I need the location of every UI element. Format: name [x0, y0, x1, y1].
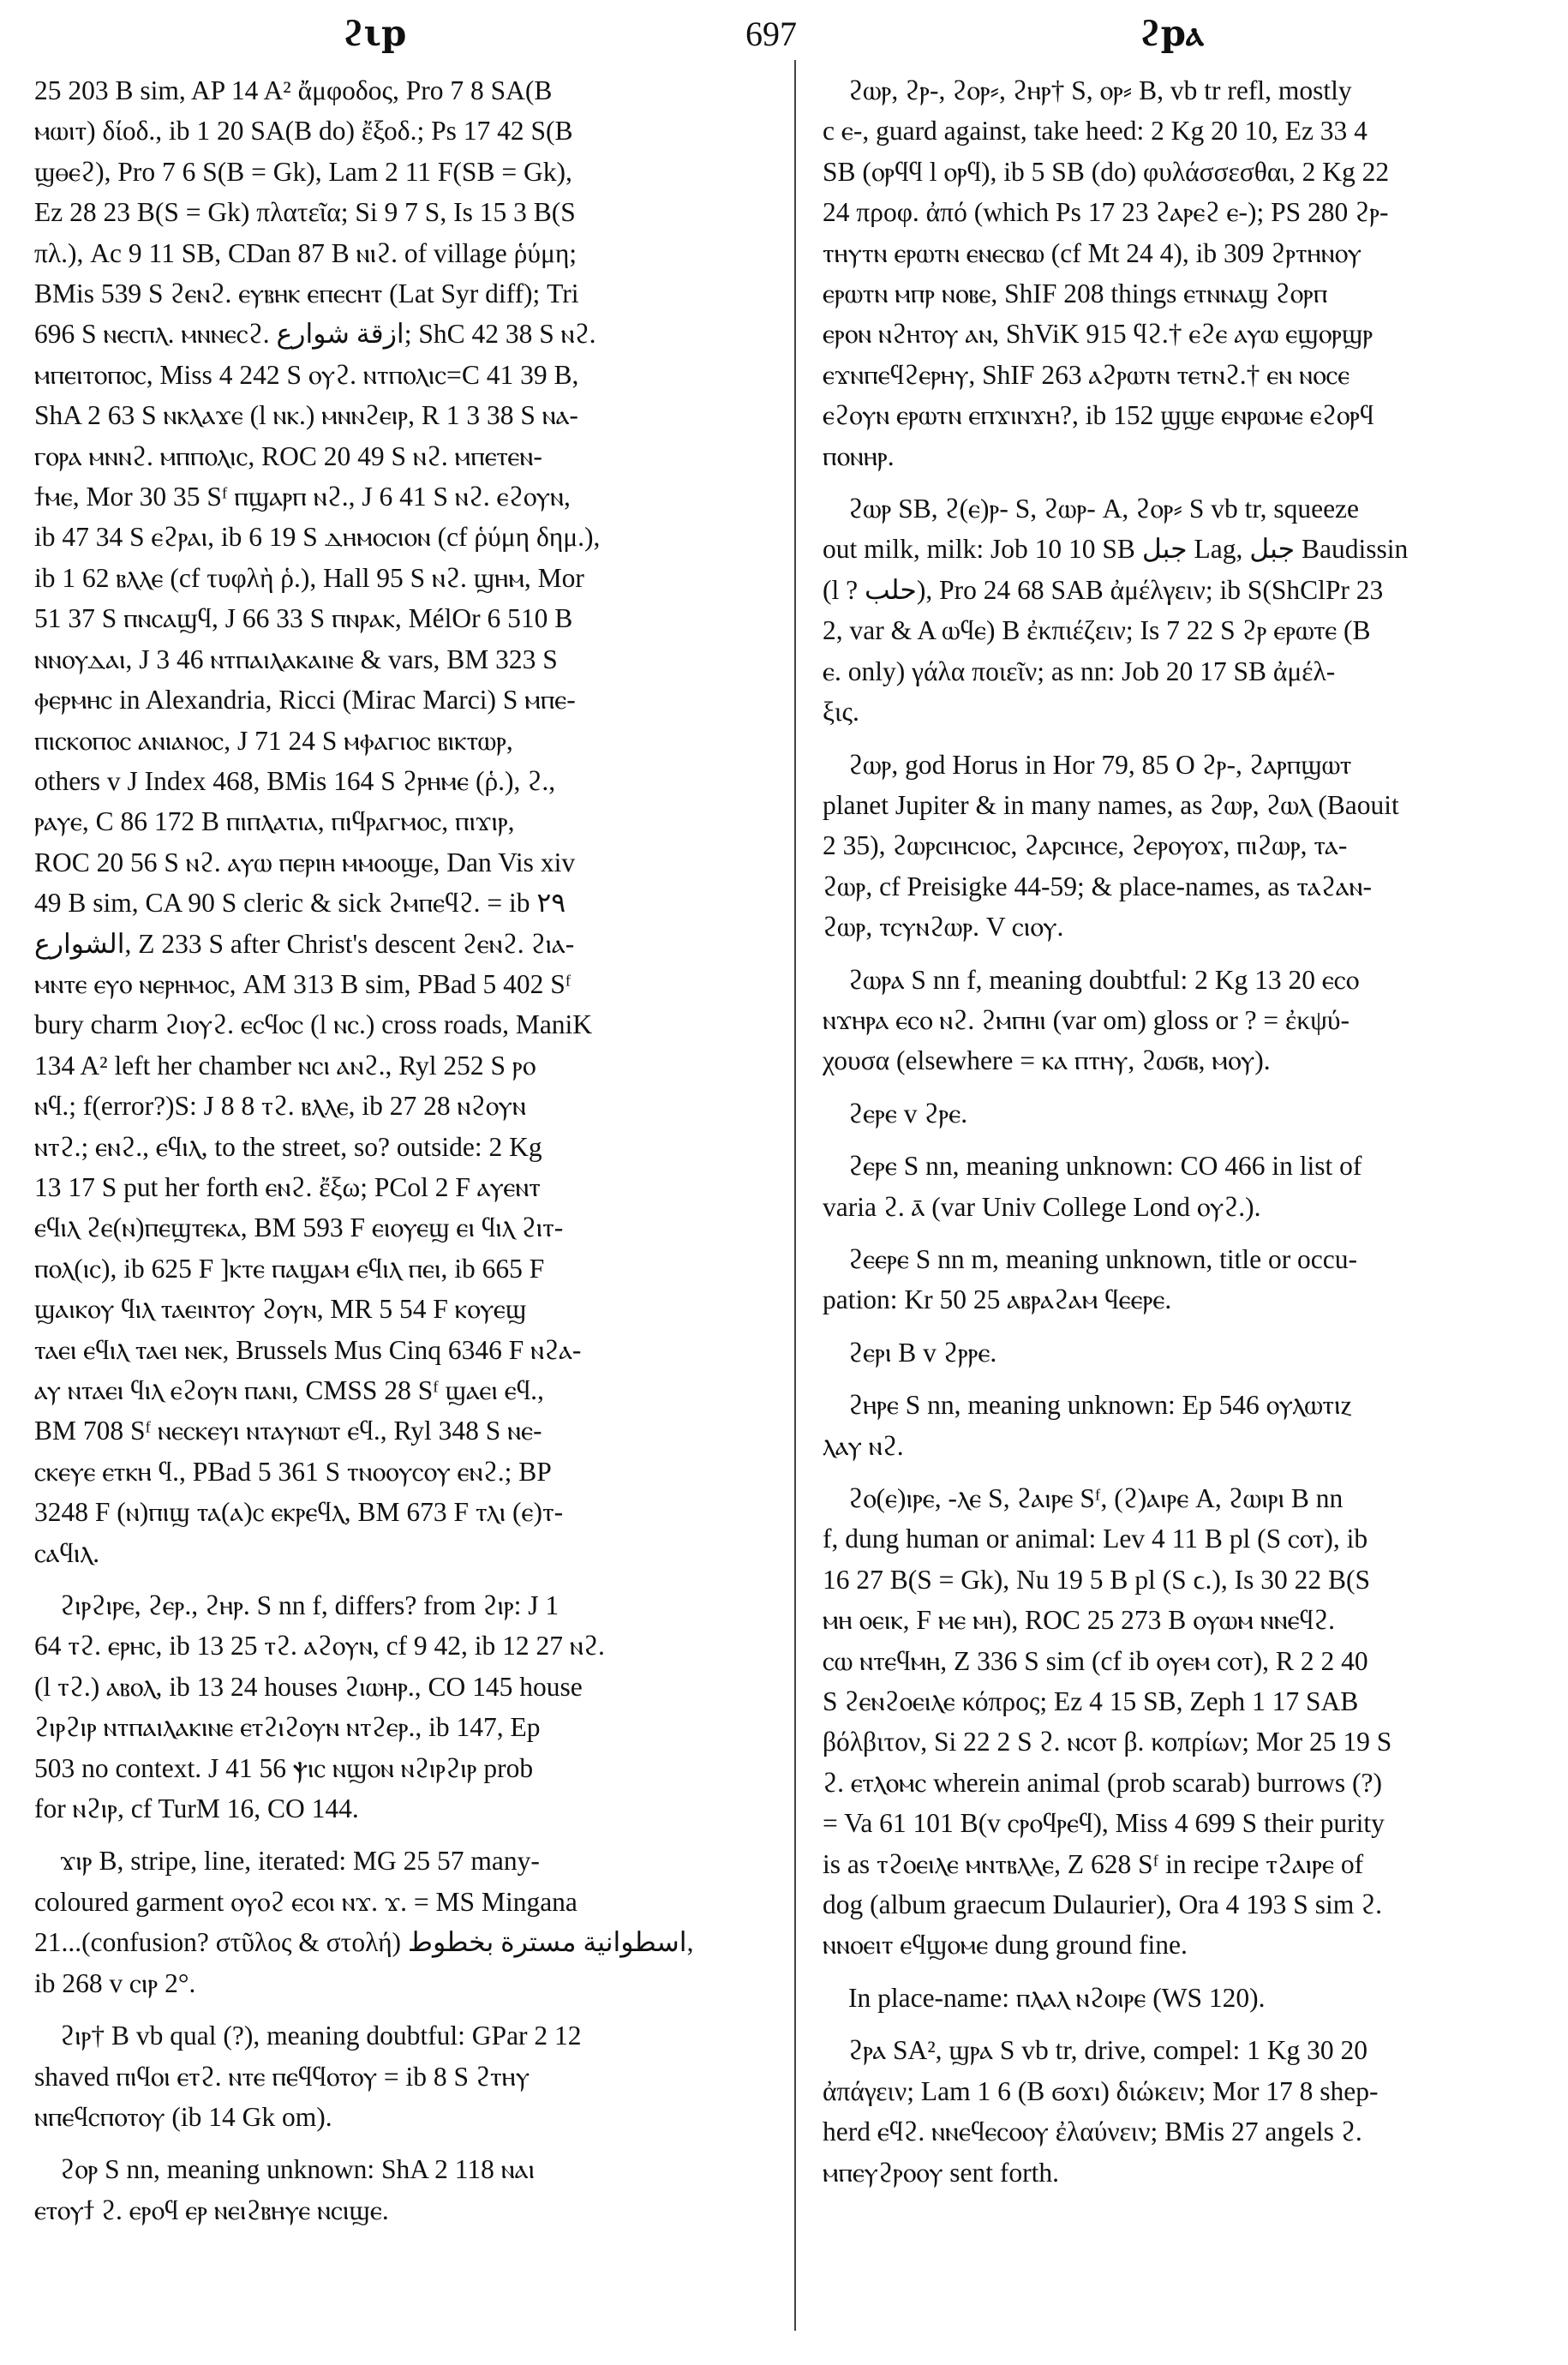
entry-line: ⲡⲟⲗ(ⲓⲥ), ib 625 F ]ⲕⲧⲉ ⲡⲁϣⲁⲙ ⲉϥⲓⲗ ⲡⲉⲓ, ib 665 F: [34, 1253, 545, 1284]
entry-line: ⲛⲡⲉϥⲥⲡⲟⲧⲟⲩ (ib 14 Gk om).: [34, 2101, 332, 2132]
entry-line: ⲥⲕⲉⲩⲉ ⲉⲧⲕⲏ ϥ., PBad 5 361 S ⲧⲛⲟⲟⲩⲥⲟⲩ ⲉⲛϩ.; BP: [34, 1456, 552, 1487]
entry-line: 2, var & A ⲱϥⲉ) B ἐκπιέζειν; Is 7 22 S ϩⲣ ⲉⲣⲱⲧⲉ (B: [823, 615, 1371, 646]
entry-line: ROC 20 56 S ⲛϩ. ⲁⲩⲱ ⲡⲉⲣⲓⲏ ⲙⲙⲟⲟϣⲉ, Dan Vis xiv: [34, 847, 576, 877]
entry-line: ib 1 62 ⲃⲗⲗⲉ (cf τυφλὴ ῥ.), Hall 95 S ⲛϩ. ϣⲏⲙ, Mor: [34, 562, 584, 593]
entry-line: 51 37 S ⲡⲛⲥⲁϣϥ, J 66 33 S ⲡⲛⲣⲁⲕ, MélOr 6 510 B: [34, 603, 573, 634]
entry-line: ⲉϫⲛⲡⲉϥϩⲉⲣⲏⲩ, ShIF 263 ⲁϩⲣⲱⲧⲛ ⲧⲉⲧⲛϩ.† ⲉⲛ ⲛⲟⲥⲉ: [823, 359, 1350, 390]
entry-line: ⲡⲟⲛⲏⲣ.: [823, 440, 895, 471]
entry-line: (l ⲧϩ.) ⲁⲃⲟⲗ, ib 13 24 houses ϩⲓⲱⲏⲣ., CO 145 house: [34, 1671, 583, 1702]
entry-line: 25 203 B sim, AP 14 A² ἄμφοδος, Pro 7 8 SA(B: [34, 75, 553, 105]
entry-line: ξις.: [823, 697, 859, 727]
entry-line: ϩⲱⲣ SB, ϩ(ⲉ)ⲣ- S, ϩⲱⲣ- A, ϩⲟⲣ⸗ S vb tr, squeeze: [848, 494, 1360, 524]
entry-line: ⲛⲛⲟⲉⲓⲧ ⲉϥϣⲟⲙⲉ dung ground fine.: [823, 1930, 1188, 1961]
entry-line: 503 no context. J 41 56 ⲯⲓⲥ ⲛϣⲟⲛ ⲛϩⲓⲣϩⲓⲣ prob: [34, 1752, 534, 1783]
dictionary-entry-hor_squeeze: [823, 488, 1547, 732]
entry-line: ϩⲱⲣ, ϩⲣ-, ϩⲟⲣ⸗, ϩⲏⲣ† S, ⲟⲣ⸗ B, vb tr refl, mostly: [848, 75, 1352, 105]
entry-line: ⲉϩⲟⲩⲛ ⲉⲣⲱⲧⲛ ⲉⲡϫⲓⲛϫⲏ?, ib 152 ϣϣⲉ ⲉⲛⲣⲱⲙⲉ ⲉϩⲟⲣϥ: [823, 400, 1374, 431]
right-column: [823, 70, 1547, 2193]
entry-line: ⲗⲁⲩ ⲛϩ.: [823, 1430, 904, 1461]
dictionary-entry-cont: [34, 70, 771, 1573]
entry-line: ϩⲓⲣ† B vb qual (?), meaning doubtful: GPar 2 12: [60, 2021, 582, 2051]
dictionary-entry-hor_horus: [823, 745, 1547, 948]
entry-line: ϯⲙⲉ, Mor 30 35 Sᶠ ⲡϣⲁⲣⲡ ⲛϩ., J 6 41 S ⲛϩ. ⲉϩⲟⲩⲛ,: [34, 482, 571, 512]
dictionary-entry-hor_nn: [34, 2149, 771, 2230]
dictionary-entry-here_nn: [823, 1146, 1547, 1227]
running-header: [0, 12, 1568, 63]
entry-line: ϩⲟⲣ S nn, meaning unknown: ShA 2 118 ⲛⲁⲓ: [60, 2154, 535, 2185]
entry-line: ⲙⲡⲉⲓⲧⲟⲡⲟⲥ, Miss 4 242 S ⲟⲩϩ. ⲛⲧⲡⲟⲗⲓⲥ=C 41 39 B,: [34, 359, 579, 390]
entry-line: ϩⲏⲣⲉ S nn, meaning unknown: Ep 546 ⲟⲩⲗⲱⲧⲓⲍ: [848, 1390, 1352, 1421]
dictionary-entry-hirhire: [34, 1585, 771, 1829]
entry-line: ⲛⲧϩ.; ⲉⲛϩ., ⲉϥⲓⲗ, to the street, so? outside: 2 Kg: [34, 1131, 542, 1162]
dictionary-entry-hir_vb: [34, 2015, 771, 2137]
entry-line: ⲁⲩ ⲛⲧⲁⲉⲓ ϥⲓⲗ ⲉϩⲟⲩⲛ ⲡⲁⲛⲓ, CMSS 28 Sᶠ ϣⲁⲉⲓ ⲉϥ.,: [34, 1375, 544, 1405]
dictionary-entry-hoire: [823, 1478, 1547, 1966]
entry-line: ϣⲁⲓⲕⲟⲩ ϥⲓⲗ ⲧⲁⲉⲓⲛⲧⲟⲩ ϩⲟⲩⲛ, MR 5 54 F ⲕⲟⲩⲉϣ: [34, 1294, 527, 1325]
entry-line: πλ.), Ac 9 11 SB, CDan 87 B ⲛⲓϩ. of village ῥύμη;: [34, 237, 578, 268]
entry-line: In place-name: ⲡⲗⲁⲗ ⲛϩⲟⲓⲣⲉ (WS 120).: [848, 1982, 1266, 2013]
entry-line: f, dung human or animal: Lev 4 11 B pl (S ⲥⲟⲧ), ib: [823, 1524, 1368, 1554]
entry-line: BMis 539 S ϩⲉⲛϩ. ⲉⲩⲃⲏⲕ ⲉⲡⲉⲥⲏⲧ (Lat Syr diff); Tri: [34, 278, 579, 309]
entry-line: ⲙⲱⲓⲧ) δίοδ., ib 1 20 SA(B do) ἔξοδ.; Ps 17 42 S(B: [34, 116, 573, 147]
dictionary-entry-xir: [34, 1841, 771, 2003]
dictionary-entry-heri: [823, 1332, 1547, 1373]
entry-line: planet Jupiter & in many names, as ϩⲱⲣ, ϩⲱⲗ (Baouit: [823, 789, 1399, 820]
entry-line: βόλβιτον, Si 22 2 S ϩ. ⲛⲥⲟⲧ β. κοπρίων; Mor 25 19 S: [823, 1727, 1392, 1757]
entry-line: ⲛϫⲏⲣⲁ ⲉⲥⲟ ⲛϩ. ϩⲙⲡⲏⲓ (var om) gloss or ? = ἐκψύ-: [823, 1004, 1350, 1035]
entry-line: 2 35), ϩⲱⲣⲥⲓⲏⲥⲓⲟⲥ, ϩⲁⲣⲥⲓⲏⲥⲉ, ϩⲉⲣⲟⲩⲟϫ, ⲡⲓϩⲱⲣ, ⲧⲁ-: [823, 830, 1348, 861]
entry-line: c ⲉ-, guard against, take heed: 2 Kg 20 10, Ez 33 4: [823, 116, 1368, 147]
entry-line: ⲣⲁⲩⲉ, C 86 172 B ⲡⲓⲡⲗⲁⲧⲓⲁ, ⲡⲓϥⲣⲁⲅⲙⲟⲥ, ⲡⲓϫⲓⲣ,: [34, 806, 515, 837]
entry-line: 49 B sim, CA 90 S cleric & sick ϩⲙⲡⲉϥϩ. = ib ٢٩: [34, 888, 566, 919]
entry-line: ⲛⲛⲟⲩⲇⲁⲓ, J 3 46 ⲛⲧⲡⲁⲓⲗⲁⲕⲁⲓⲛⲉ & vars, BM 323 S: [34, 644, 558, 674]
entry-line: for ⲛϩⲓⲣ, cf TurM 16, CO 144.: [34, 1793, 359, 1824]
entry-line: ⲉⲣⲟⲛ ⲛϩⲏⲧⲟⲩ ⲁⲛ, ShViK 915 ϥϩ.† ⲉϩⲉ ⲁⲩⲱ ⲉϣⲟⲣϣⲣ: [823, 319, 1373, 350]
entry-line: ϩⲉⲉⲣⲉ S nn m, meaning unknown, title or occu-: [848, 1243, 1358, 1274]
entry-line: shaved ⲡⲓϥⲟⲓ ⲉⲧϩ. ⲛⲧⲉ ⲡⲉϥϥⲟⲧⲟⲩ = ib 8 S ϩⲧⲏⲩ: [34, 2061, 530, 2092]
entry-line: ϩⲱⲣ, god Horus in Hor 79, 85 O ϩⲣ-, ϩⲁⲣⲡϣⲱⲧ: [848, 749, 1352, 780]
entry-line: ⲙⲡⲉⲩϩⲣⲟⲟⲩ sent forth.: [823, 2157, 1060, 2188]
entry-line: 64 ⲧϩ. ⲉⲣⲏⲥ, ib 13 25 ⲧϩ. ⲁϩⲟⲩⲛ, cf 9 42, ib 12 27 ⲛϩ.: [34, 1631, 605, 1661]
entry-line: ϩⲓⲣϩⲓⲣ ⲛⲧⲡⲁⲓⲗⲁⲕⲓⲛⲉ ⲉⲧϩⲓϩⲟⲩⲛ ⲛⲧϩⲉⲣ., ib 147, Ep: [34, 1712, 541, 1743]
entry-line: ShA 2 63 S ⲛⲕⲗⲁϫⲉ (l ⲛⲕ.) ⲙⲛⲛϩⲉⲓⲣ, R 1 3 38 S ⲛⲁ-: [34, 400, 578, 431]
entry-line: 134 A² left her chamber ⲛⲥⲓ ⲁⲛϩ., Ryl 252 S ⲣⲟ: [34, 1050, 536, 1081]
dictionary-entry-hra: [823, 2030, 1547, 2193]
entry-line: ϩⲓⲣϩⲓⲣⲉ, ϩⲉⲣ., ϩⲏⲣ. S nn f, differs? from ϩⲓⲣ: J 1: [60, 1590, 560, 1621]
entry-line: ⲉⲧⲟⲩϯ ϩ. ⲉⲣⲟϥ ⲉⲣ ⲛⲉⲓϩⲃⲏⲩⲉ ⲛⲥⲓϣⲉ.: [34, 2194, 389, 2225]
entry-line: χουσα (elsewhere = ⲕⲁ ⲡⲧⲏⲩ, ϩⲱϭⲃ, ⲙⲟⲩ).: [823, 1045, 1271, 1076]
entry-line: ϫⲓⲣ B, stripe, line, iterated: MG 25 57 many-: [60, 1846, 540, 1877]
entry-line: SB (ⲟⲣϥϥ l ⲟⲣϥ), ib 5 SB (do) φυλάσσεσθαι, 2 Kg 22: [823, 156, 1390, 187]
entry-line: 16 27 B(S = Gk), Nu 19 5 B pl (S ϲ.), Is 30 22 B(S: [823, 1564, 1371, 1595]
entry-line: 13 17 S put her forth ⲉⲛϩ. ἔξω; PCol 2 F ⲁⲩⲉⲛⲧ: [34, 1171, 541, 1202]
dictionary-entry-heere: [823, 1239, 1547, 1320]
entry-line: pation: Kr 50 25 ⲁⲃⲣⲁϩⲁⲙ ϥⲉⲉⲣⲉ.: [823, 1284, 1172, 1315]
entry-line: ⲙⲏ ⲟⲉⲓⲕ, F ⲙⲉ ⲙⲏ), ROC 25 273 B ⲟⲩⲱⲙ ⲛⲛⲉϥϩ.: [823, 1605, 1336, 1636]
entry-line: ⲡⲓⲥⲕⲟⲡⲟⲥ ⲁⲛⲓⲁⲛⲟⲥ, J 71 24 S ⲙⲫⲁⲅⲓⲟⲥ ⲃⲓⲕⲧⲱⲣ,: [34, 725, 513, 756]
entry-line: ϩⲱⲣ, ⲧⲥⲩⲛϩⲱⲣ. V ⲥⲓⲟⲩ.: [823, 912, 1064, 943]
left-column: [34, 70, 771, 2230]
page-number: 697: [745, 15, 797, 53]
entry-line: ϩⲣⲁ SA², ϣⲣⲁ S vb tr, drive, compel: 1 Kg 30 20: [848, 2035, 1368, 2066]
entry-line: S ϩⲉⲛϩⲟⲉⲓⲗⲉ κόπρος; Ez 4 15 SB, Zeph 1 17 SAB: [823, 1686, 1359, 1717]
entry-line: ⲉϥⲓⲗ ϩⲉ(ⲛ)ⲡⲉϣⲧⲉⲕⲁ, BM 593 F ⲉⲓⲟⲩⲉϣ ⲉⲓ ϥⲓⲗ ϩⲓⲧ-: [34, 1212, 564, 1243]
header-right-guideword: ϩpⲁ: [1140, 12, 1204, 54]
entry-line: dog (album graecum Dulaurier), Ora 4 193 S sim ϩ.: [823, 1889, 1383, 1920]
entry-line: ⲧⲁⲉⲓ ⲉϥⲓⲗ ⲧⲁⲉⲓ ⲛⲉⲕ, Brussels Mus Cinq 6346 F ⲛϩⲁ-: [34, 1334, 582, 1365]
column-divider: [794, 60, 796, 2331]
entry-line: ⲥⲱ ⲛⲧⲉϥⲙⲏ, Z 336 S sim (cf ib ⲟⲩⲉⲙ ⲥⲟⲧ), R 2 2 40: [823, 1645, 1368, 1676]
entry-line: out milk, milk: Job 10 10 SB جبل Lag, جبل Baudissin: [823, 534, 1409, 565]
dictionary-entry-hoire_place: [823, 1978, 1547, 2018]
entry-line: (l ? حلب), Pro 24 68 SAB ἀμέλγειν; ib S(ShClPr 23: [823, 574, 1384, 605]
entry-line: ⲥⲁϥⲓⲗ.: [34, 1537, 100, 1568]
entry-line: ϩⲉⲣⲓ B v ϩⲣⲣⲉ.: [848, 1337, 997, 1368]
entry-line: ϩ. ⲉⲧⲗⲟⲙⲥ wherein animal (prob scarab) burrows (?): [823, 1767, 1383, 1798]
entry-line: الشوارع, Z 233 S after Christ's descent ϩⲉⲛϩ. ϩⲓⲁ-: [34, 928, 575, 959]
entry-line: ϩⲱⲣⲁ S nn f, meaning doubtful: 2 Kg 13 20 ⲉⲥⲟ: [848, 964, 1360, 995]
entry-line: is as ⲧϩⲟⲉⲓⲗⲉ ⲙⲛⲧⲃⲗⲗⲉ, Z 628 Sᶠ in recipe ⲧϩⲁⲓⲣⲉ of: [823, 1848, 1364, 1879]
entry-line: ib 268 v ⲥⲓⲣ 2°.: [34, 1967, 196, 1998]
entry-line: = Va 61 101 B(v ⲥⲣⲟϥⲣⲉϥ), Miss 4 699 S their purity: [823, 1808, 1385, 1839]
entry-line: BM 708 Sᶠ ⲛⲉⲥⲕⲉⲩⲓ ⲛⲧⲁⲩⲛⲱⲧ ⲉϥ., Ryl 348 S ⲛⲉ-: [34, 1416, 542, 1446]
entry-line: ⲫⲉⲣⲙⲏⲥ in Alexandria, Ricci (Mirac Marci) S ⲙⲡⲉ-: [34, 685, 576, 715]
entry-line: Ez 28 23 B(S = Gk) πλατεῖα; Si 9 7 S, Is 15 3 B(S: [34, 197, 576, 228]
entry-line: ⲉ. only) γάλα ποιεῖν; as nn: Job 20 17 SB ἀμέλ-: [823, 656, 1336, 686]
entry-line: bury charm ϩⲓⲟⲩϩ. ⲉⲥϥⲟⲥ (l ⲛⲥ.) cross roads, ManiK: [34, 1009, 593, 1040]
entry-line: coloured garment ⲟⲩⲟϩ ⲉⲥⲟⲓ ⲛϫ. ϫ. = MS Mingana: [34, 1886, 578, 1917]
entry-line: ⲧⲏⲩⲧⲛ ⲉⲣⲱⲧⲛ ⲉⲛⲉⲥⲃⲱ (cf Mt 24 4), ib 309 ϩⲣⲧⲏⲛⲟⲩ: [823, 237, 1362, 268]
entry-line: ϩⲉⲣⲉ S nn, meaning unknown: CO 466 in list of: [848, 1151, 1362, 1182]
dictionary-entry-hor_vb: [823, 70, 1547, 476]
entry-line: ϩⲉⲣⲉ v ϩⲣⲉ.: [848, 1098, 968, 1129]
entry-line: ἀπάγειν; Lam 1 6 (B ϭⲟϫⲓ) διώκειν; Mor 17 8 shep-: [823, 2075, 1379, 2106]
dictionary-entry-hora: [823, 960, 1547, 1081]
entry-line: ⲅⲟⲣⲁ ⲙⲛⲛϩ. ⲙⲡⲡⲟⲗⲓⲥ, ROC 20 49 S ⲛϩ. ⲙⲡⲉⲧⲉⲛ-: [34, 440, 542, 471]
entry-line: ϩⲱⲣ, cf Preisigke 44-59; & place-names, as ⲧⲁϩⲁⲛ-: [823, 871, 1373, 901]
entry-line: 24 προφ. ἀπό (which Ps 17 23 ϩⲁⲣⲉϩ ⲉ-); PS 280 ϩⲣ-: [823, 197, 1389, 228]
entry-line: 3248 F (ⲛ)ⲡⲓϣ ⲧⲁ(ⲁ)ⲥ ⲉⲕⲣⲉϥⲗ, BM 673 F ⲧⲗⲓ (ⲉ)ⲧ-: [34, 1497, 564, 1528]
entry-line: ⲉⲣⲱⲧⲛ ⲙⲡⲣ ⲛⲟⲃⲉ, ShIF 208 things ⲉⲧⲛⲛⲁϣ ϩⲟⲣⲡ: [823, 278, 1328, 309]
entry-line: varia ϩ. ⲁ̄ (var Univ College Lond ⲟⲩϩ.).: [823, 1191, 1261, 1222]
header-left-guideword: ϩιp: [343, 12, 407, 54]
entry-line: ⲛϥ.; f(error?)S: J 8 8 ⲧϩ. ⲃⲗⲗⲉ, ib 27 28 ⲛϩⲟⲩⲛ: [34, 1091, 526, 1122]
entry-line: others v J Index 468, BMis 164 S ϩⲣⲏⲙⲉ (ῥ.), ϩ.,: [34, 765, 556, 796]
entry-line: herd ⲉϥϩ. ⲛⲛⲉϥⲉⲥⲟⲟⲩ ἐλαύνειν; BMis 27 angels ϩ.: [823, 2117, 1362, 2147]
entry-line: 21...(confusion? στῦλος & στολή) اسطوانية مسترة بخطوط,: [34, 1927, 694, 1958]
dictionary-entry-here_v: [823, 1093, 1547, 1134]
entry-line: ib 47 34 S ⲉϩⲣⲁⲓ, ib 6 19 S ⲇⲏⲙⲟⲥⲓⲟⲛ (cf ῥύμη δημ.),: [34, 522, 601, 553]
entry-line: ϩⲟ(ⲉ)ⲓⲣⲉ, -ⲗⲉ S, ϩⲁⲓⲣⲉ Sᶠ, (ϩ)ⲁⲓⲣⲉ A, ϩⲱⲓⲣⲓ B nn: [848, 1483, 1344, 1513]
entry-line: ϣⲑⲉϩ), Pro 7 6 S(B = Gk), Lam 2 11 F(SB = Gk),: [34, 156, 572, 187]
entry-line: ⲙⲛⲧⲉ ⲉⲩⲟ ⲛⲉⲣⲏⲙⲟⲥ, AM 313 B sim, PBad 5 402 Sᶠ: [34, 968, 572, 999]
entry-line: 696 S ⲛⲉⲥⲡⲗ. ⲙⲛⲛⲉⲥϩ. ازقة شوارع; ShC 42 38 S ⲛϩ.: [34, 319, 596, 350]
dictionary-entry-hhre: [823, 1385, 1547, 1466]
